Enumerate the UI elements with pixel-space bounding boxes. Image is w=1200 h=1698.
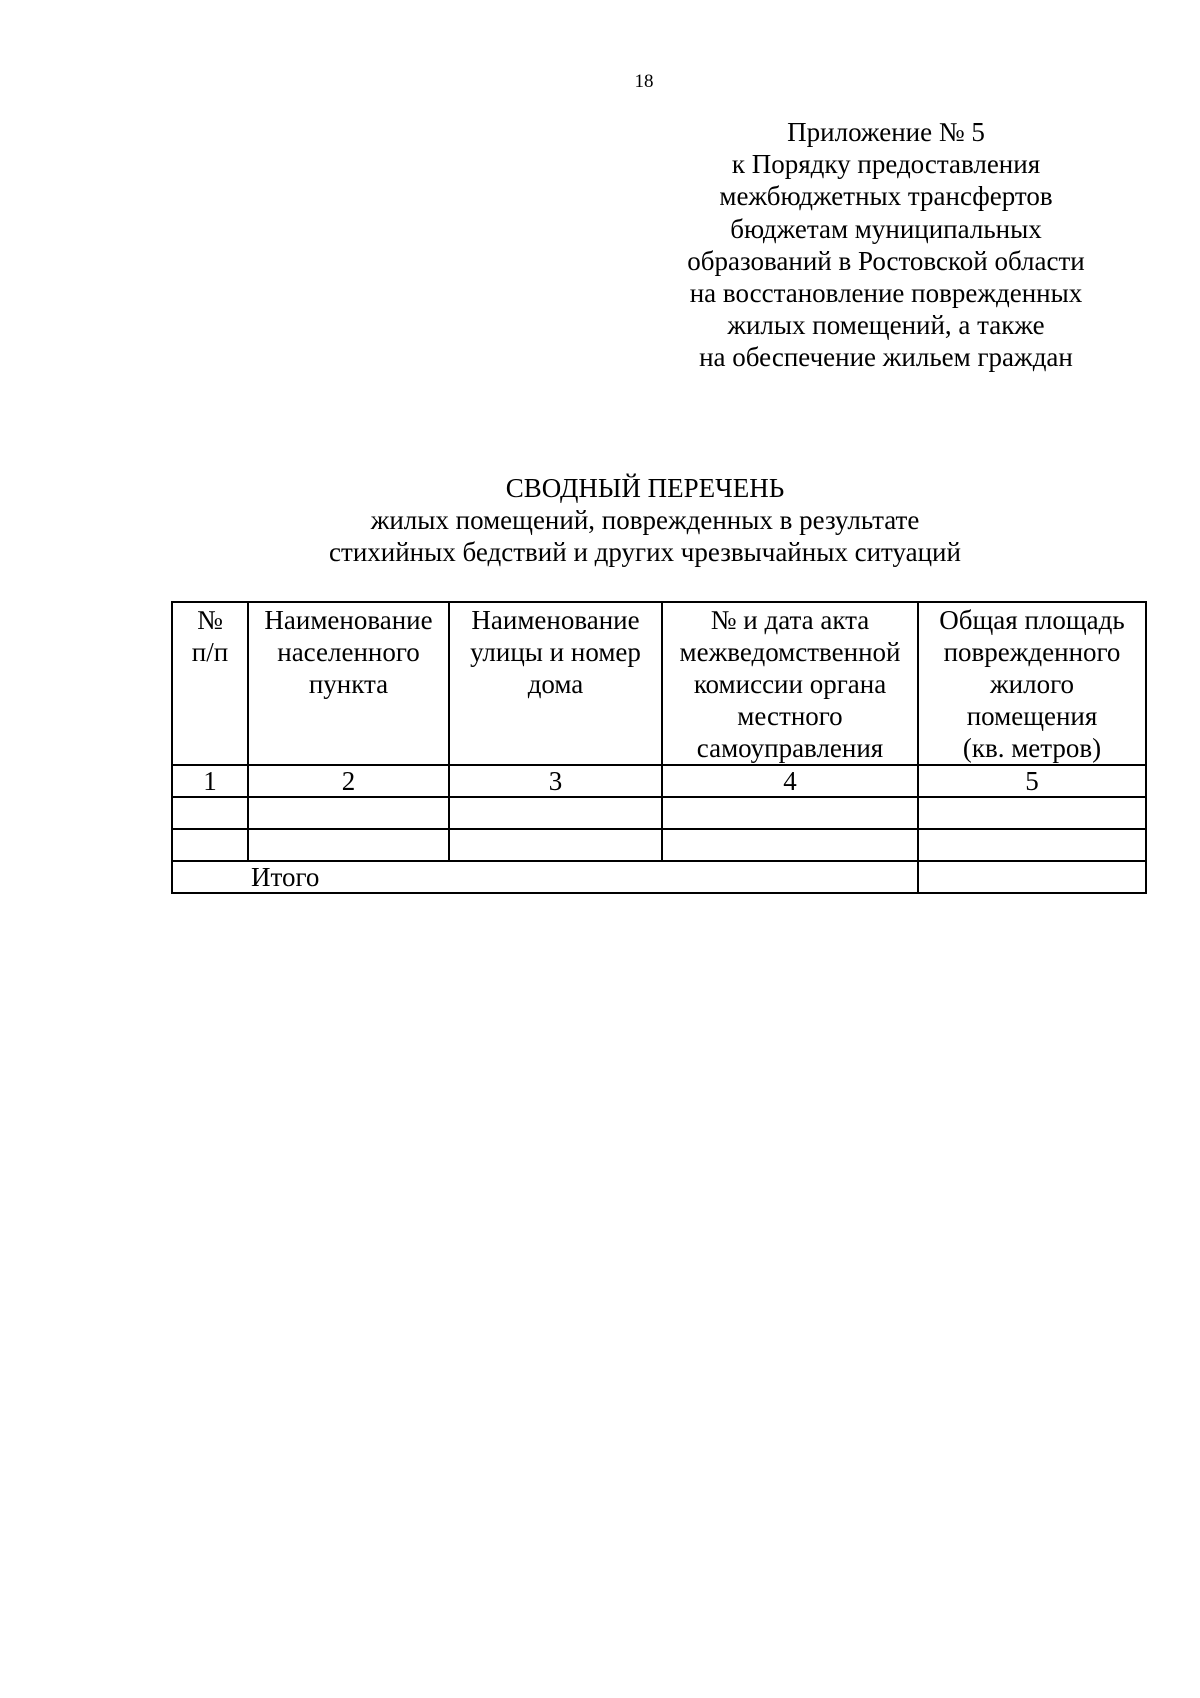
document-title xyxy=(250,472,1040,568)
header-cell-line: жилого xyxy=(990,669,1074,699)
table-cell xyxy=(918,829,1146,861)
header-cell-line: населенного xyxy=(277,637,420,667)
header-cell-line: пункта xyxy=(308,669,389,699)
appendix-line: межбюджетных трансфертов xyxy=(719,181,1053,212)
title-heading: СВОДНЫЙ ПЕРЕЧЕНЬ xyxy=(505,473,785,503)
total-label: Итого xyxy=(172,861,918,893)
table-header-row xyxy=(172,602,1146,765)
table-row xyxy=(172,797,1146,829)
appendix-line: жилых помещений, а также xyxy=(727,310,1045,341)
column-number-cell: 1 xyxy=(172,765,248,797)
table-row xyxy=(172,829,1146,861)
table-cell xyxy=(662,797,918,829)
table-cell xyxy=(662,829,918,861)
page-number: 18 xyxy=(634,71,654,92)
column-number-cell: 5 xyxy=(918,765,1146,797)
header-cell-line: местного xyxy=(737,701,843,731)
appendix-reference xyxy=(651,116,1121,374)
header-cell-line: № xyxy=(197,605,223,635)
column-number-cell: 2 xyxy=(248,765,449,797)
header-cell-area xyxy=(918,602,1146,765)
table-cell xyxy=(449,829,662,861)
appendix-line: образований в Ростовской области xyxy=(687,245,1085,276)
table-cell xyxy=(449,797,662,829)
column-number-cell: 4 xyxy=(662,765,918,797)
table-cell xyxy=(172,829,248,861)
header-cell-street xyxy=(449,602,662,765)
header-cell-line: комиссии органа xyxy=(693,669,887,699)
header-cell-line: дома xyxy=(527,669,584,699)
column-number-row xyxy=(172,765,1146,797)
header-cell-line: № и дата акта xyxy=(710,605,870,635)
header-cell-act xyxy=(662,602,918,765)
appendix-line: Приложение № 5 xyxy=(787,117,985,147)
header-cell-settlement xyxy=(248,602,449,765)
header-cell-number xyxy=(172,602,248,765)
table-cell xyxy=(248,797,449,829)
header-cell-line: Общая площадь xyxy=(939,605,1125,635)
header-cell-line: помещения xyxy=(966,701,1098,731)
table-cell xyxy=(248,829,449,861)
table-cell xyxy=(918,797,1146,829)
header-cell-line: поврежденного xyxy=(943,637,1121,667)
title-subtitle-line: стихийных бедствий и других чрезвычайных ситуаций xyxy=(329,537,961,567)
header-cell-line: п/п xyxy=(191,637,229,667)
summary-table xyxy=(171,601,1147,894)
appendix-line: бюджетам муниципальных xyxy=(730,213,1042,244)
header-cell-line: улицы и номер xyxy=(470,637,641,667)
header-cell-line: самоуправления xyxy=(696,733,884,763)
appendix-line: к Порядку предоставления xyxy=(731,149,1041,180)
total-value-cell xyxy=(918,861,1146,893)
title-subtitle-line: жилых помещений, поврежденных в результате xyxy=(370,505,920,535)
table-cell xyxy=(172,797,248,829)
header-cell-line: (кв. метров) xyxy=(962,733,1102,763)
total-row xyxy=(172,861,1146,893)
appendix-line: на обеспечение жильем граждан xyxy=(699,342,1073,373)
appendix-line: на восстановление поврежденных xyxy=(689,278,1083,309)
column-number-cell: 3 xyxy=(449,765,662,797)
header-cell-line: Наименование xyxy=(264,605,433,635)
header-cell-line: Наименование xyxy=(471,605,640,635)
header-cell-line: межведомственной xyxy=(679,637,901,667)
